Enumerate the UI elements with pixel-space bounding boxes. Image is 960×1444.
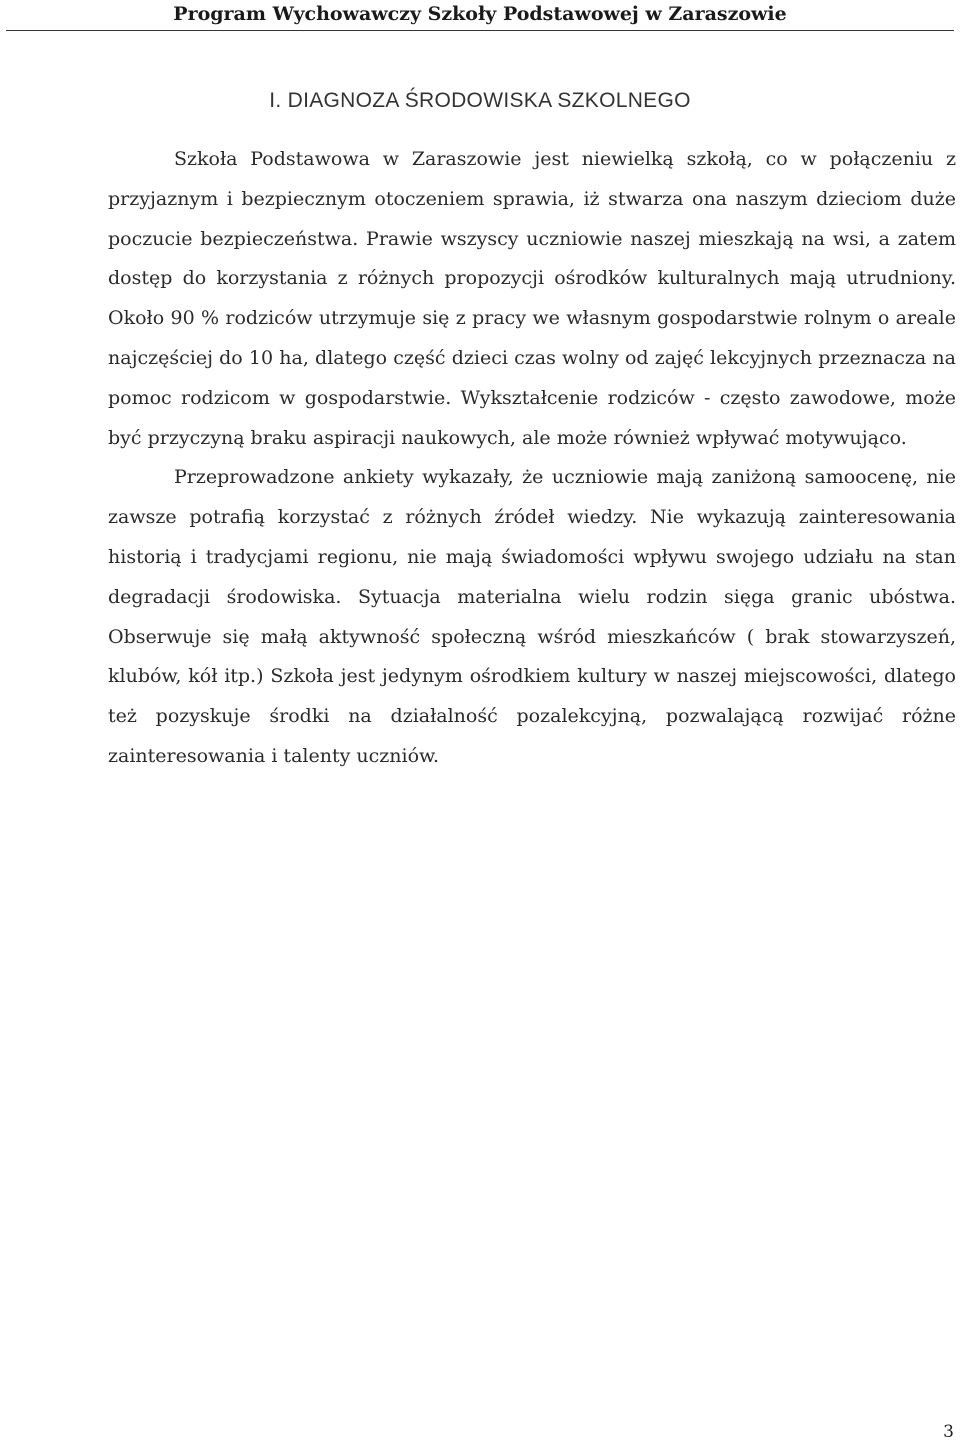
section-heading: I. DIAGNOZA ŚRODOWISKA SZKOLNEGO (269, 89, 691, 112)
header-divider (6, 30, 954, 31)
document-body (108, 140, 956, 777)
paragraph-1: Szkoła Podstawowa w Zaraszowie jest niewielką szkołą, co w połączeniu z przyjaznym i bezpiecznym otoczeniem sprawia, iż stwarza ona naszym dzieciom duże poczucie bezpieczeństwa. Prawie wszyscy uczniowie naszej mieszkają na wsi, a zatem dostęp do korzystania z różnych propozycji ośrodków kulturalnych mają utrudniony. Około 90 % rodziców utrzymuje się z pracy we własnym gospodarstwie rolnym o areale najczęściej do 10 ha, dlatego część dzieci czas wolny od zajęć lekcyjnych przeznacza na pomoc rodzicom w gospodarstwie. Wykształcenie rodziców - często zawodowe, może być przyczyną braku aspiracji naukowych, ale może również wpływać motywująco. (108, 148, 956, 449)
page-number: 3 (943, 1422, 954, 1442)
paragraph-2: Przeprowadzone ankiety wykazały, że uczniowie mają zaniżoną samoocenę, nie zawsze potrafią korzystać z różnych źródeł wiedzy. Nie wykazują zainteresowania historią i tradycjami regionu, nie mają świadomości wpływu swojego udziału na stan degradacji środowiska. Sytuacja materialna wielu rodzin sięga granic ubóstwa. Obserwuje się małą aktywność społeczną wśród mieszkańców ( brak stowarzyszeń, klubów, kół itp.) Szkoła jest jedynym ośrodkiem kultury w naszej miejscowości, dlatego też pozyskuje środki na działalność pozalekcyjną, pozwalającą rozwijać różne zainteresowania i talenty uczniów. (108, 466, 956, 767)
running-header: Program Wychowawczy Szkoły Podstawowej w Zaraszowie (173, 3, 787, 25)
